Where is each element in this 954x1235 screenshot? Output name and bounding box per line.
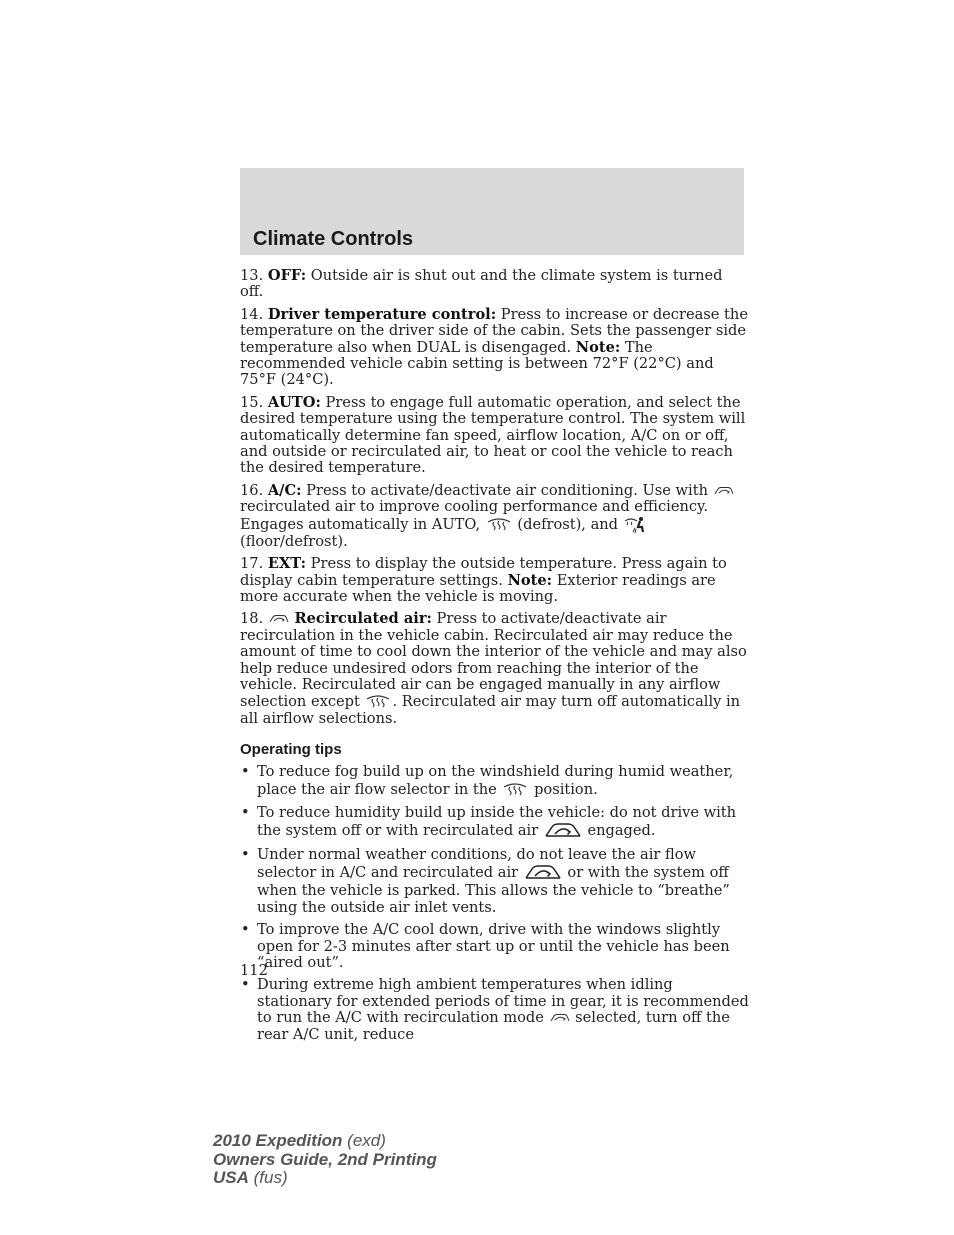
note-text: The recommended vehicle cabin setting is between 72°F (22°C) and 75°F (24°C).	[240, 338, 714, 389]
recirculated-air-icon	[523, 863, 563, 883]
tip-text: selected, turn off the rear A/C unit, reduce	[257, 1009, 730, 1043]
tip-item	[240, 922, 750, 971]
defrost-icon	[364, 693, 392, 711]
item-number: 15.	[240, 393, 264, 411]
item-text: (floor/defrost).	[240, 532, 348, 550]
floor-defrost-icon	[623, 516, 647, 534]
item-17	[240, 556, 750, 605]
item-14	[240, 307, 750, 389]
footer-line-2: Owners Guide, 2nd Printing	[213, 1149, 437, 1169]
item-number: 18.	[240, 610, 264, 628]
item-number: 16.	[240, 481, 264, 499]
tip-text: To improve the A/C cool down, drive with the windows slightly open for 2-3 minutes after start up or until the vehicle has been “aired out”.	[257, 921, 730, 971]
item-label: AUTO:	[267, 393, 321, 411]
item-number: 17.	[240, 555, 264, 573]
recirculated-air-icon	[543, 821, 583, 841]
page-content	[240, 268, 750, 1049]
recirculated-air-icon	[549, 1012, 571, 1024]
item-15	[240, 395, 750, 477]
item-text: Press to activate/deactivate air recirculation in the vehicle cabin. Recirculated air may reduce the amount of time to cool down the interior of the vehicle and may also help reduce undesired odors from reaching the interior of the vehicle. Recirculated air can be engaged manually in any airflow selection except	[240, 610, 747, 711]
operating-tips-list	[240, 764, 750, 1043]
defrost-icon	[501, 781, 529, 799]
tip-item	[240, 764, 750, 798]
operating-tips-heading: Operating tips	[240, 740, 342, 758]
tip-text: To reduce fog build up on the windshield during humid weather, place the air flow selector in the	[257, 763, 734, 798]
tip-text: engaged.	[582, 821, 656, 839]
footer-line-3	[213, 1169, 437, 1188]
tip-item	[240, 805, 750, 841]
item-label: A/C:	[267, 481, 302, 499]
page-number: 112	[240, 962, 268, 979]
item-text: Press to display the outside temperature. Press again to display cabin temperature settings.	[240, 555, 727, 589]
item-text: Press to increase or decrease the temperature on the driver side of the cabin. Sets the passenger side temperature also when DUAL is disengaged.	[240, 305, 748, 356]
footer	[213, 1132, 437, 1188]
item-text: Press to activate/deactivate air conditioning. Use with	[301, 481, 713, 499]
note-label: Note:	[507, 571, 553, 589]
item-text: (defrost), and	[512, 515, 623, 533]
recirculated-air-icon	[713, 485, 735, 497]
item-18	[240, 611, 750, 727]
item-number: 13.	[240, 267, 264, 284]
note-label: Note:	[575, 338, 621, 356]
tip-text: Under normal weather conditions, do not leave the air flow selector in A/C and recirculated air	[257, 845, 697, 882]
footer-market: USA	[213, 1168, 249, 1187]
tip-text: or with the system off when the vehicle is parked. This allows the vehicle to “breathe” using the outside air inlet vents.	[257, 864, 730, 916]
tip-text: position.	[529, 780, 598, 798]
item-label: OFF:	[267, 267, 307, 284]
item-13	[240, 268, 750, 301]
item-16	[240, 483, 750, 550]
footer-market-code: (fus)	[248, 1168, 288, 1187]
section-header	[240, 168, 744, 255]
tip-item	[240, 847, 750, 916]
item-text: recirculated air to improve cooling performance and efficiency. Engages automatically in AUTO,	[240, 498, 708, 533]
section-title: Climate Controls	[253, 228, 414, 250]
tip-text: To reduce humidity build up inside the vehicle: do not drive with the system off or with recirculated air	[257, 803, 737, 839]
item-label: EXT:	[267, 555, 307, 573]
item-text: Press to engage full automatic operation, and select the desired temperature using the temperature control. The system will automatically determine fan speed, airflow location, A/C on or off, and outside or recirculated air, to heat or cool the vehicle to reach the desired temperature.	[240, 393, 746, 477]
footer-model: 2010 Expedition	[213, 1131, 343, 1150]
item-number: 14.	[240, 305, 264, 323]
tip-item	[240, 977, 750, 1043]
item-label: Driver temperature control:	[267, 305, 497, 323]
footer-line-1	[213, 1132, 437, 1151]
item-text: . Recirculated air may turn off automatically in all airflow selections.	[240, 693, 741, 728]
footer-model-code: (exd)	[342, 1131, 386, 1150]
item-label: Recirculated air:	[294, 610, 432, 628]
tip-text: During extreme high ambient temperatures when idling stationary for extended periods of time in gear, it is recommended to run the A/C with recirculation mode	[257, 976, 749, 1027]
item-text: Outside air is shut out and the climate system is turned off.	[240, 267, 723, 301]
recirculated-air-icon	[268, 613, 290, 625]
note-text: Exterior readings are more accurate when the vehicle is moving.	[240, 571, 716, 605]
defrost-icon	[485, 516, 513, 534]
